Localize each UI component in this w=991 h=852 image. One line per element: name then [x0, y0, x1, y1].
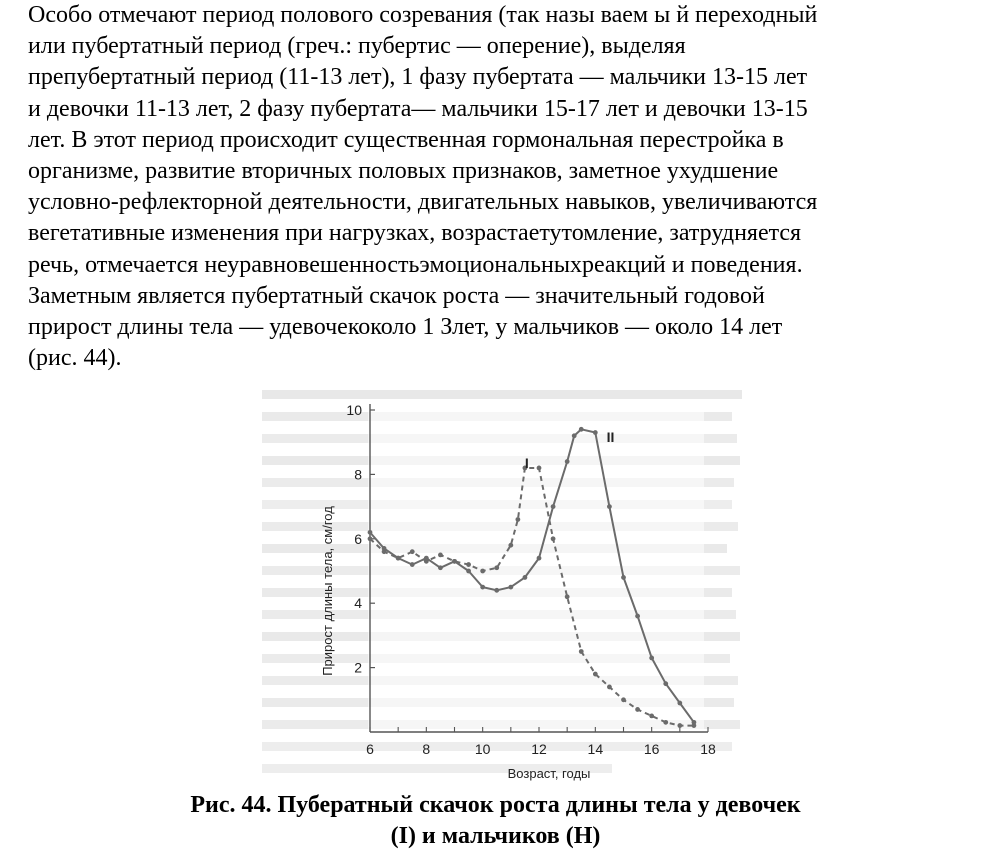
- paragraph-line: или пубертатный период (греч.: пубертис — оперение), выделяя: [28, 33, 686, 60]
- paragraph-line: вегетативные изменения при нагрузках, возрастаетутомление, затрудняется: [28, 220, 802, 247]
- paragraph-line: Особо отмечают период полового созревания (так назы ваем ы й переходный: [28, 2, 818, 28]
- paragraph-line: речь, отмечается неуравновешенностьэмоциональныхреакций и поведения.: [28, 251, 803, 278]
- data-point-II: [452, 559, 457, 564]
- data-point-II: [621, 575, 626, 580]
- caption-line-1: Рис. 44. Пубератный скачок роста длины тела у девочек: [190, 792, 801, 818]
- data-point-I: [537, 466, 542, 471]
- data-point-II: [396, 556, 401, 561]
- paragraph-line: и девочки 11-13 лет, 2 фазу пубертата— мальчики 15-17 лет и девочки 13-15: [28, 95, 808, 122]
- data-point-I: [565, 594, 570, 599]
- data-point-I: [466, 562, 471, 567]
- paragraph-line: условно-рефлекторной деятельности, двигательных навыков, увеличиваются: [28, 189, 818, 216]
- data-point-I: [607, 685, 612, 690]
- data-point-I: [593, 672, 598, 677]
- series-label-II: II: [606, 429, 615, 446]
- data-point-I: [677, 723, 682, 728]
- data-point-II: [438, 565, 443, 570]
- data-point-II: [537, 556, 542, 561]
- data-point-I: [635, 707, 640, 712]
- data-point-II: [572, 433, 577, 438]
- y-tick-label: 4: [354, 595, 362, 612]
- x-tick-label: 14: [587, 741, 604, 757]
- y-tick-label: 10: [346, 402, 362, 418]
- x-axis-title: Возраст, годы: [507, 766, 591, 781]
- data-point-I: [579, 649, 584, 654]
- body-paragraph: [28, 0, 978, 374]
- data-point-II: [692, 720, 697, 725]
- data-point-II: [579, 427, 584, 432]
- paragraph-line: (рис. 44).: [28, 345, 122, 372]
- data-point-II: [677, 701, 682, 706]
- data-point-II: [607, 504, 612, 509]
- data-point-I: [494, 565, 499, 570]
- y-tick-label: 6: [354, 530, 362, 547]
- paragraph-line: прирост длины тела — удевочекоколо 1 Злет, у мальчиков — около 14 лет: [28, 313, 783, 340]
- data-point-II: [368, 530, 373, 535]
- data-point-I: [410, 549, 415, 554]
- data-point-II: [663, 681, 668, 686]
- data-point-I: [649, 714, 654, 719]
- data-point-I: [621, 697, 626, 702]
- data-point-I: [508, 543, 513, 548]
- data-point-II: [551, 504, 556, 509]
- figure-44: [262, 380, 742, 788]
- data-point-II: [523, 575, 528, 580]
- y-tick-label: 8: [354, 466, 362, 483]
- paragraph-line: организме, развитие вторичных половых признаков, заметное ухудшение: [28, 157, 779, 184]
- x-tick-label: 8: [422, 741, 431, 757]
- data-point-I: [663, 720, 668, 725]
- data-point-II: [565, 459, 570, 464]
- paragraph-line: препубертатный период (11-13 лет), 1 фазу пубертата — мальчики 13-15 лет: [28, 64, 808, 91]
- data-point-II: [480, 585, 485, 590]
- x-tick-label: 12: [531, 741, 547, 757]
- data-point-I: [368, 536, 373, 541]
- paragraph-line: лет. В этот период происходит существенная гормональная перестройка в: [28, 126, 784, 153]
- growth-chart: [262, 380, 742, 788]
- y-tick-label: 2: [354, 659, 362, 676]
- data-point-II: [494, 588, 499, 593]
- data-point-II: [508, 585, 513, 590]
- data-point-II: [649, 656, 654, 661]
- caption-line-2: (I) и мальчиков (Н): [390, 823, 601, 849]
- data-point-I: [480, 569, 485, 574]
- data-point-II: [635, 614, 640, 619]
- series-label-I: I: [524, 454, 529, 471]
- data-point-I: [515, 517, 520, 522]
- x-tick-label: 16: [643, 741, 660, 757]
- x-tick-label: 18: [700, 741, 716, 757]
- data-point-I: [551, 536, 556, 541]
- data-point-II: [382, 546, 387, 551]
- data-point-II: [593, 430, 598, 435]
- data-point-I: [438, 553, 443, 558]
- y-axis-title: Прирост длины тела, см/год: [320, 506, 335, 676]
- x-tick-label: 10: [474, 741, 491, 757]
- paragraph-line: Заметным является пубертатный скачок роста — значительный годовой: [28, 282, 765, 309]
- x-tick-label: 6: [366, 741, 374, 757]
- data-point-II: [410, 562, 415, 567]
- data-point-II: [466, 569, 471, 574]
- figure-caption: [0, 790, 991, 852]
- data-point-II: [424, 556, 429, 561]
